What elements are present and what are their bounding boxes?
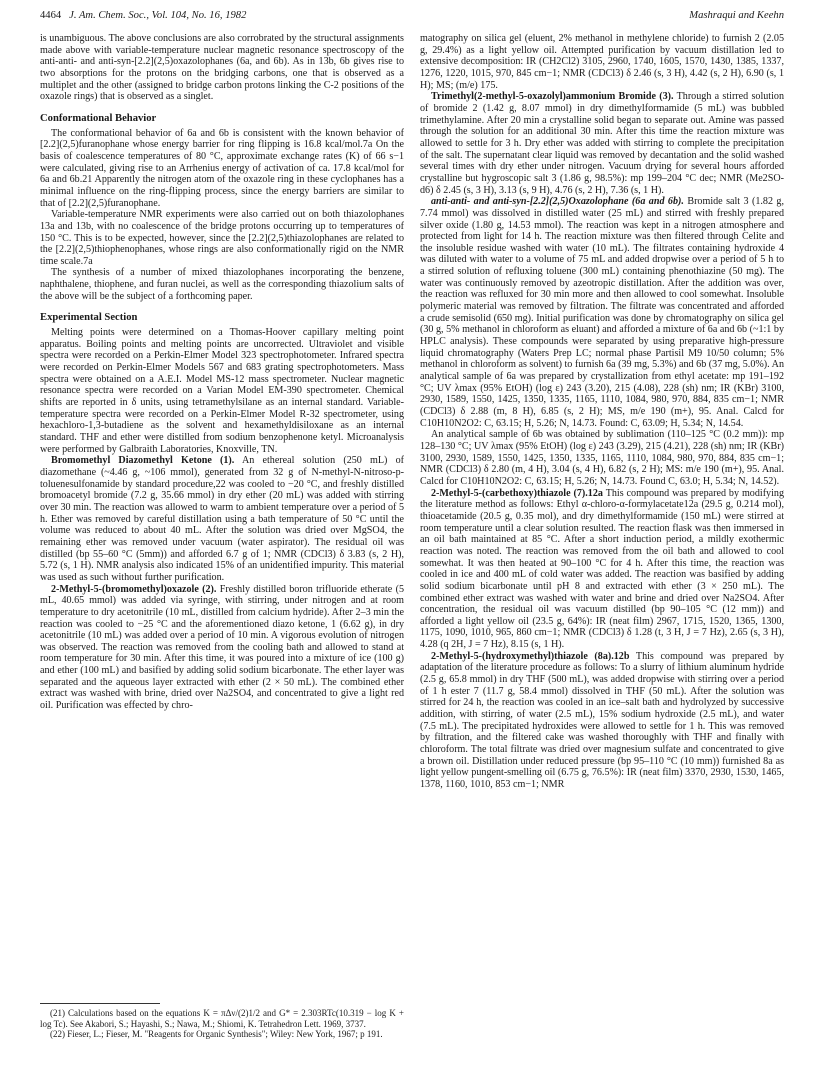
continued-paragraph: matography on silica gel (eluent, 2% methanol in methylene chloride) to furnish 2 (2.05 g, 29.4%) as a light yellow oil. Attempted purification by vacuum distillation led to extensive decomposition: IR (CH2Cl2) 3105, 2960, 1740, 1605, 1570, 1430, 1385, 1337, 1276, 1220, 1015, 970, 845 cm−1; NMR (CDCl3) δ 2.46 (s, 3 H), 4.42 (s, 2 H), 6.90 (s, 1 H); MS; (m/e) 175. <box>420 33 784 91</box>
procedure-text: This compound was prepared by modifying the literature method as follows: Ethyl α-chloro-α-formylacetate12a (29.5 g, 0.214 mol), thioacetamide (20.5 g, 0.35 mol), and dry dimethylformamide (150 mL) were stirred at room temperature until a clear solution resulted. The reaction flask was then immersed in an oil bath maintained at 85 °C. After a short induction period, a mildly exothermic reaction was noted. The reaction was removed from the oil bath and allowed to cool somewhat. It was then heated at 90–100 °C for 4 h. After this time, the reaction was cooled in ice and 400 mL of cold water was added. The reaction was basified by adding solid sodium bicarbonate until pH 8 and extracted with ether (3 × 250 mL). The combined ether extract was washed with water and brine and dried over Na2SO4. After concentration, the residual oil was vacuum distilled (bp 90–105 °C (12 mm)) and afforded a light yellow oil (23.5 g, 64%): IR (neat film) 2967, 1715, 1520, 1365, 1300, 1175, 1090, 1010, 965, 860 cm−1; NMR (CDCl3) δ 1.28 (t, 3 H, J = 7 Hz), 2.65 (s, 3 H), 4.28 (q 2H, J = 7 Hz), 8.15 (s, 1 H). <box>420 487 784 651</box>
procedure-text: This compound was prepared by adaptation of the literature procedure as follows: To a slurry of lithium aluminum hydride (2.5 g, 65.8 mmol) in dry THF (500 mL), was added dropwise with stirring over a period of 1 h ester 7 (11.7 g, 58.4 mmol) dissolved in THF (50 mL). After the solution was stirred for 24 h, the reaction was cooled in an ice–salt bath and hydrolyzed by successive addition, with stirring, of water (2.5 mL), 15% sodium hydroxide (2.5 mL), and water (7.5 mL). The precipitated hydroxides were allowed to settle for 1 h. This was removed by filtration, and the filtered cake was washed thoroughly with THF and finally with chloroform. The total filtrate was dried over magnesium sulfate and concentrated to give a brown oil. Distillation under reduced pressure (bp 95–110 °C (10 mm)) furnished 8a as light yellow pungent-smelling oil (6.75 g, 76.5%): IR (neat film) 3370, 2930, 1530, 1465, 1378, 1160, 1010, 853 cm−1; NMR <box>420 650 784 790</box>
right-column <box>420 33 784 1063</box>
procedure-text: Bromide salt 3 (1.82 g, 7.74 mmol) was dissolved in distilled water (25 mL) and stirred with freshly prepared silver oxide (1.80 g, 14.53 mmol). The reaction was kept in a nitrogen atmosphere and protected from light for 14 h. The reaction mixture was then filtered through Celite and the insoluble residue washed with water (10 mL). The filtrates containing hydroxide 4 was diluted with water to a volume of 75 mL and added dropwise over a period of 5 h to a stirred solution of refluxing toluene (300 mL) containing phenothiazine (50 mg). The water was continuously removed by azeotropic distillation. After the addition was over, the reaction was refluxed for 30 min more and then allowed to cool somewhat. Insoluble polymeric material was removed by filtration. The filtrate was concentrated and afforded a crude semisolid (650 mg). Initial purification was done by chromatography on silica gel (30 g, 5% methanol in chloroform as eluant) and afforded a mixture of 6a and 6b (~1:1 by HPLC analysis). These compounds were separated by using preparative high-pressure liquid chromatography (Waters Prep LC; normal phase Partisil M9 10/50 column; 5% methanol in chloroform as solvent) to furnish 6a (39 mg, 5.3%) and 6b (37 mg, 5.0%). An analytical sample of 6a was prepared by crystallization from ethyl acetate: mp 191–192 °C; UV λmax (95% EtOH) (log ε) 243 (3.20), 215 (4.08), 228 (sh) nm; IR (KBr) 3100, 2930, 1589, 1550, 1425, 1350, 1335, 1165, 1110, 1084, 980, 970, 884, 835 cm−1; NMR (CDCl3) δ 2.88 (m, 8 H), 6.85 (s, 2 H); MS, m/e 190 (m+), 95. Anal. Calcd for C10H10N2O2: C, 63.15; H, 5.26; N, 14.73. Found: C, 63.09; H, 5.34; N, 14.54. <box>420 196 784 429</box>
procedure-text: An ethereal solution (250 mL) of diazomethane (~4.46 g, ~106 mmol), generated from 32 g of N-methyl-N-nitroso-p-toluenesulfonamide by standard procedure,22 was cooled to −20 °C, and freshly distilled bromoacetyl bromide (7.2 g, 35.66 mmol) in dry ether (20 mL) was added with stirring over 30 min. The reaction was allowed to warm to ambient temperature over a period of 5 h. Ether was removed by careful distillation using a bath temperature of 50 °C until the volume was reduced to about 40 mL. After the solution was dried over MgSO4, the remaining ether was removed under vacuum (water aspirator). The residual oil was distilled (bp 55–60 °C (5mm)) and afforded 6.7 g of 1; NMR (CDCl3) δ 3.83 (s, 2 H), 5.72 (s, 1 H). NMR analysis also indicated 15% of an unidentified impurity. This material was used as such without further purification. <box>40 455 404 583</box>
conformational-paragraph-2: Variable-temperature NMR experiments were also carried out on both thiazolophanes 13a and 13b, with no coalescence of the bridge protons occurring up to temperatures of 150 °C. This is to be expected, however, since the [2.2](2,5)thiazolophanes are related to the [2.2](2,5)thiophenophanes, whose rings are also conformationally rigid on the NMR time scale.7a <box>40 209 404 267</box>
conformational-paragraph-1: The conformational behavior of 6a and 6b is consistent with the known behavior of [2.2](2,5)furanophane whose energy barrier for ring flipping is 16.8 kcal/mol.7a On the basis of coalescence temperatures of 80 °C, approximate exchange rates (K) of 66 s−1 were calculated, giving rise to an Arrhenius energy of activation of ca. 17.8 kcal/mol for 6a and 6b.21 Apparently the nitrogen atom of the oxazole ring in these cyclophanes has a minimal influence on the ring-flipping process, since the energy barriers are similar to that of [2.2](2,5)furanophane. <box>40 127 404 209</box>
journal-citation: J. Am. Chem. Soc., Vol. 104, No. 16, 1982 <box>69 10 247 21</box>
procedure-compound-6b-analysis: An analytical sample of 6b was obtained by sublimation (110–125 °C (0.2 mm)): mp 128–130 °C; UV λmax (95% EtOH) (log ε) 243 (3.29), 215 (4.21), 228 (sh) nm; IR (KBr) 3100, 2930, 1589, 1550, 1425, 1350, 1335, 1165, 1110, 1084, 980, 970, 884, 835 cm−1; NMR (CDCl3) δ 2.80 (m, 4 H), 3.04 (s, 4 H), 6.82 (s, 2 H); MS: m/e 190 (m+), 95. Anal. Calcd for C10H10N2O2: C, 63.15; H, 5.26; N, 14.73. Found C, 63.0; H, 5.34; N, 14.52). <box>420 429 784 487</box>
page-number: 4464 <box>40 10 62 21</box>
header-left <box>40 8 246 24</box>
section-heading-conformational: Conformational Behavior <box>40 112 157 124</box>
procedure-compound-7 <box>420 488 784 651</box>
procedure-compound-3 <box>420 91 784 196</box>
intro-paragraph: is unambiguous. The above conclusions are also corrobrated by the structural assignments made above with variable-temperature nuclear magnetic resonance spectroscopy of the anti-anti- and anti-syn-[2.2](2,5)oxazolophanes (6a, and 6b). As in 13b, 6b gives rise to two absorptions for the protons on the bridging carbons, one that is observed as a multiplet and the other (assigned to bridge carbon protons linking the C-2 positions of the oxazole rings) that is observed as a singlet. <box>40 33 404 103</box>
procedure-compound-2 <box>40 584 404 712</box>
procedure-heading: anti-anti- and anti-syn-[2.2](2,5)Oxazolophane (6a and 6b). <box>431 196 684 208</box>
procedure-heading: Bromomethyl Diazomethyl Ketone (1). <box>51 455 235 467</box>
procedure-text: Freshly distilled boron trifluoride etherate (5 mL, 40.65 mmol) was added via syringe, with stirring, under nitrogen and at room temperature to dry acetonitrile (10 mL, distilled from calcium hydride). After 2–3 min the reaction was cooled to −25 °C and the aforementioned diazo ketone, 1 (6.62 g), in dry acetonitrile (10 mL) was added over a period of 10 min. A vigorous evolution of nitrogen was observed. The reaction was removed from the cooling bath and allowed to stand at room temperature for 30 min. After this time, it was poured into a mixture of ice (100 g) and ether (100 mL) and basified by adding solid sodium bicarbonate. The ether layer was separated and the aqueous layer extracted with ether (2 × 50 mL). The combined ether extract was washed with brine, dried over Na2SO4, and concentrated to give a light red oil. Purification was effected by chro- <box>40 583 404 712</box>
author-names: Mashraqui and Keehn <box>689 10 784 21</box>
running-header <box>40 8 784 24</box>
procedure-heading: 2-Methyl-5-(carbethoxy)thiazole (7).12a <box>431 487 603 499</box>
procedure-compound-1 <box>40 455 404 583</box>
procedure-compound-8a <box>420 651 784 791</box>
footnote-21: (21) Calculations based on the equations K = πΔν/(2)1/2 and G* = 2.303RTc(10.319 − log K + log Tc). See Akabori, S.; Hayashi, S.; Nawa, M.; Shiomi, K. Tetrahedron Lett. 1969, 3737. <box>40 1008 404 1029</box>
footnote-22: (22) Fieser, L.; Fieser, M. "Reagents for Organic Synthesis"; Wiley: New York, 1967; p 191. <box>50 1029 383 1040</box>
procedure-heading: Trimethyl(2-methyl-5-oxazolyl)ammonium Bromide (3). <box>431 91 674 103</box>
procedure-heading: 2-Methyl-5-(bromomethyl)oxazole (2). <box>51 583 217 595</box>
procedure-text: Through a stirred solution of bromide 2 (1.42 g, 8.07 mmol) in dry dimethylformamide (5 mL) was bubbled trimethylamine. After 20 min a crystalline solid began to separate out. Amine was passed through the solution for an additional 30 min. After this time the reaction mixture was allowed to settle for 3 h. Dry ether was added with stirring to complete the precipitation of the salt. The supernatant clear liquid was removed by decantation and the solid washed several times with dry ether under nitrogen. Vacuum drying for several hours afforded crystalline but hygroscopic salt 3 (1.86 g, 98.5%): mp 199–204 °C dec; NMR (Me2SO-d6) δ 2.45 (s, 3 H), 3.13 (s, 9 H), 4.76 (s, 2 H), 7.36 (s, 1 H). <box>420 91 784 196</box>
experimental-paragraph-1: Melting points were determined on a Thomas-Hoover capillary melting point apparatus. Boiling points and melting points are uncorrected. Ultraviolet and visible spectra were recorded on a Perkin-Elmer Model 323 spectrophotometer. Infrared spectra were recorded on Perkin-Elmer Models 567 and 683 grating spectrophotometers. Mass spectra were obtained on a A.E.I. Model MS-12 mass spectrometer. Nuclear magnetic resonance spectra were recorded on a Varian Model EM-390 spectrometer. Chemical shifts are reported in δ units, using tetramethylsilane as an internal standard. Variable-temperature spectra were recorded on a Perkin-Elmer Model R-32 spectrometer, using hexachloro-1,3-butadiene as the solvent and hexamethyldisiloxane as an internal standard. THF and ether were distilled from sodium benzophenone ketyl. Microanalysis were performed by Galbraith Laboratories, Knoxville, TN. <box>40 327 404 455</box>
footnotes <box>40 1003 404 1040</box>
procedure-compound-6 <box>420 196 784 429</box>
conformational-paragraph-3: The synthesis of a number of mixed thiazolophanes incorporating the benzene, naphthalene, thiophene, and furan nuclei, as well as the corresponding thiazolium salts of the above will be the subject of a forthcoming paper. <box>40 267 404 302</box>
footnote-rule <box>40 1003 160 1004</box>
left-column <box>40 33 404 1063</box>
procedure-heading: 2-Methyl-5-(hydroxymethyl)thiazole (8a).12b <box>431 650 630 662</box>
section-heading-experimental: Experimental Section <box>40 312 138 324</box>
